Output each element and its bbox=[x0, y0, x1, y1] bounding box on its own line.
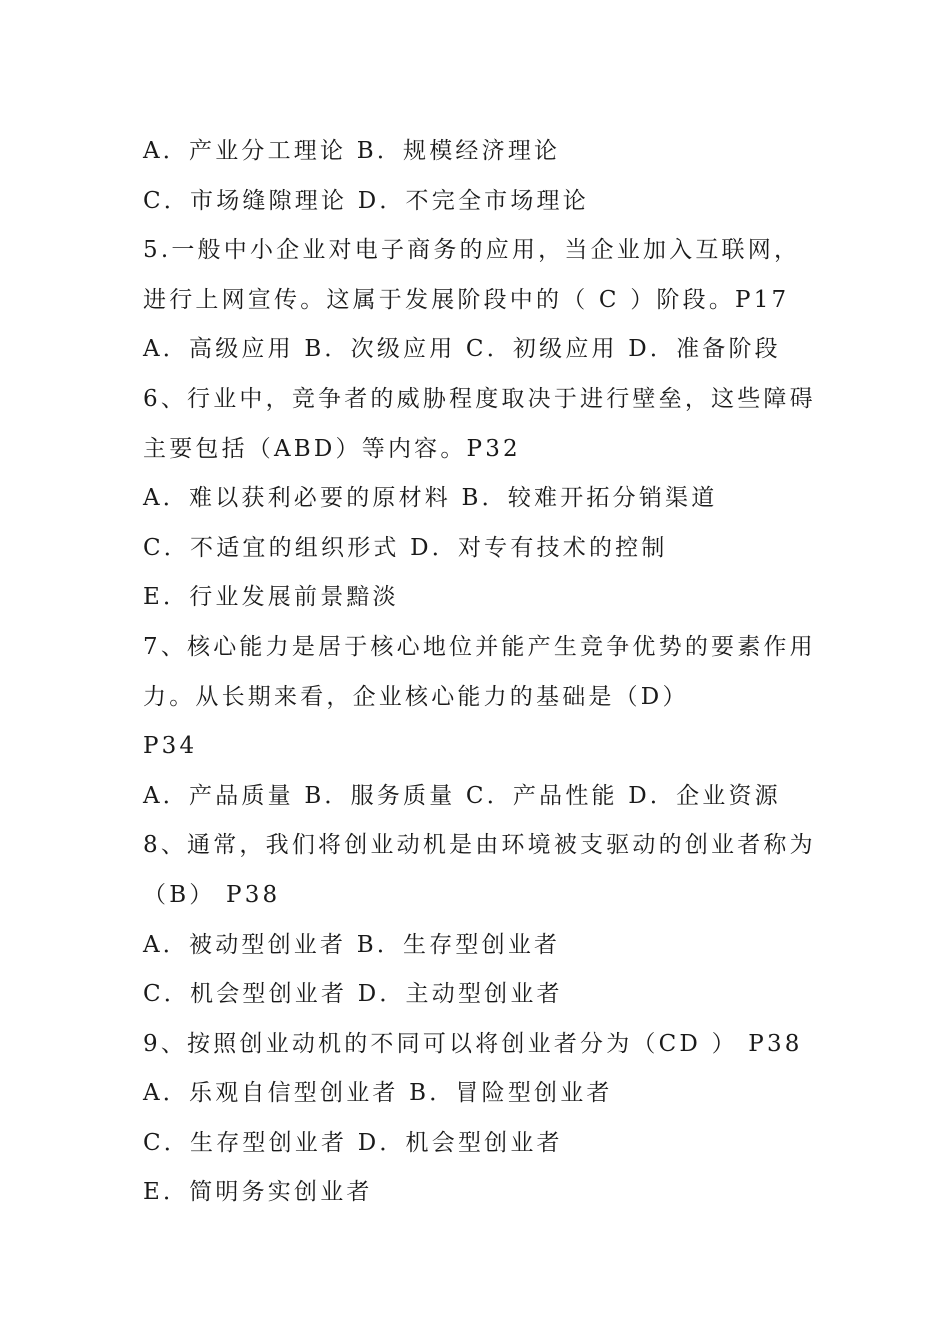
question-7-options: A．产品质量 B．服务质量 C．产品性能 D．企业资源 bbox=[143, 782, 781, 809]
question-9-options: A．乐观自信型创业者 B．冒险型创业者 bbox=[143, 1080, 613, 1107]
question-6-options: C．不适宜的组织形式 D．对专有技术的控制 bbox=[143, 534, 668, 561]
question-9-options: C．生存型创业者 D．机会型创业者 bbox=[143, 1129, 563, 1156]
question-8-options: C．机会型创业者 D．主动型创业者 bbox=[143, 981, 563, 1008]
question-6-options: A．难以获利必要的原材料 B．较难开拓分销渠道 bbox=[143, 485, 718, 512]
question-9-options: E．简明务实创业者 bbox=[143, 1179, 373, 1206]
question-5-options: A．高级应用 B．次级应用 C．初级应用 D．准备阶段 bbox=[143, 336, 781, 363]
question-7-text: 7、核心能力是居于核心地位并能产生竞争优势的要素作用 bbox=[143, 633, 816, 660]
question-7-text-cont: 力。从长期来看，企业核心能力的基础是（D） bbox=[143, 683, 689, 710]
answer-options-line: A．产业分工理论 B．规模经济理论 bbox=[143, 138, 561, 164]
question-8-text: 8、通常，我们将创业动机是由环境被支驱动的创业者称为 bbox=[143, 832, 816, 859]
question-7-page-ref: P34 bbox=[143, 733, 198, 760]
document-body bbox=[143, 127, 823, 1218]
answer-options-line: C．市场缝隙理论 D．不完全市场理论 bbox=[143, 187, 589, 214]
question-5-text: 5.一般中小企业对电子商务的应用，当企业加入互联网， bbox=[143, 237, 801, 264]
question-6-text-cont: 主要包括（ABD）等内容。P32 bbox=[143, 435, 521, 462]
question-5-text-cont: 进行上网宣传。这属于发展阶段中的（ C ）阶段。P17 bbox=[143, 286, 790, 313]
question-8-text-cont: （B） P38 bbox=[143, 881, 281, 908]
question-6-options: E．行业发展前景黯淡 bbox=[143, 584, 399, 611]
question-8-options: A．被动型创业者 B．生存型创业者 bbox=[143, 931, 561, 958]
question-6-text: 6、行业中，竞争者的威胁程度取决于进行壁垒，这些障碍 bbox=[143, 385, 816, 412]
question-9-text: 9、按照创业动机的不同可以将创业者分为（CD ） P38 bbox=[143, 1030, 803, 1057]
